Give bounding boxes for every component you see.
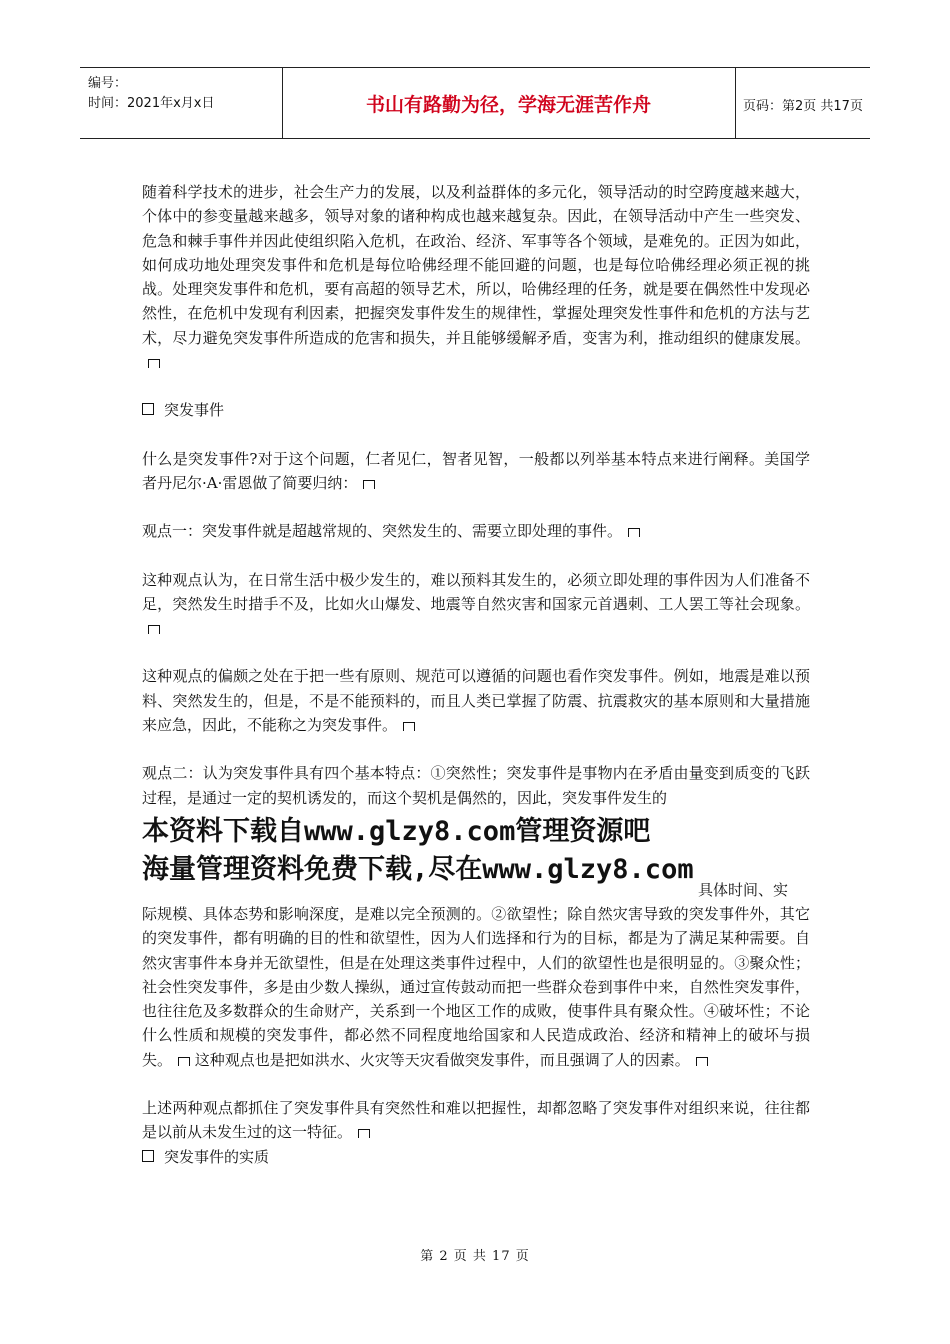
paragraph [142, 664, 810, 737]
paragraph-mark-icon [148, 359, 160, 368]
paragraph [142, 902, 810, 1072]
document-number-label: 编号： [88, 76, 128, 91]
paragraph-text: 随着科学技术的进步，社会生产力的发展，以及利益群体的多元化，领导活动的时空跨度越来越大，个体中的参变量越来越多，领导对象的诸种构成也越来越复杂。因此，在领导活动中产生一些突发、危急和棘手事件并因此使组织陷入危机，在政治、经济、军事等各个领域，是难免的。正因为如此，如何成功地处理突发事件和危机是每位哈佛经理不能回避的问题，也是每位哈佛经理必须正视的挑战。处理突发事件和危机，要有高超的领导艺术，所以，哈佛经理的任务，就是要在偶然性中发现必然性，在危机中发现有利因素，把握突发事件发生的规律性，掌握处理突发性事件和危机的方法与艺术，尽力避免突发事件所造成的危害和损失，并且能够缓解矛盾，变害为利，推动组织的健康发展。 [142, 183, 810, 347]
paragraph-text: 什么是突发事件?对于这个问题，仁者见仁，智者见智，一般都以列举基本特点来进行阐释。美国学者丹尼尔·A·雷恩做了简要归纳： [142, 449, 810, 492]
section-heading [142, 398, 810, 422]
paragraph-mark-icon [148, 625, 160, 634]
paragraph-text: 上述两种观点都抓住了突发事件具有突然性和难以把握性，却都忽略了突发事件对组织来说，往往都是以前从未发生过的这一特征。 [142, 1099, 810, 1142]
paragraph-mark-icon [358, 1129, 370, 1138]
paragraph-text: 这种观点的偏颇之处在于把一些有原则、规范可以遵循的问题也看作突发事件。例如，地震是难以预料、突然发生的，但是，不是不能预料的，而且人类已掌握了防震、抗震救灾的基本原则和大量措施来应急，因此，不能称之为突发事件。 [142, 667, 810, 735]
paragraph [142, 447, 810, 496]
page-footer: 第 2 页 共 17 页 [420, 1249, 530, 1264]
paragraph [142, 761, 810, 810]
paragraph-mark-icon [403, 722, 415, 731]
watermark-line-2: 海量管理资料免费下载,尽在www.glzy8.com [142, 853, 694, 885]
document-date-label: 时间：2021年x月x日 [88, 96, 215, 111]
paragraph-continuation: 具体时间、实 [698, 880, 789, 899]
header-page-cell [735, 68, 870, 138]
header-motto-cell [282, 68, 736, 138]
paragraph-mark-icon [628, 528, 640, 537]
download-watermark [142, 816, 810, 902]
section-heading-text: 突发事件的实质 [164, 1147, 270, 1166]
paragraph [142, 180, 810, 374]
paragraph [142, 568, 810, 641]
section-heading [142, 1145, 810, 1169]
watermark-line-1: 本资料下载自www.glzy8.com管理资源吧 [142, 815, 651, 847]
paragraph-mark-icon [178, 1057, 190, 1066]
checkbox-square-icon [142, 1150, 154, 1162]
page-header [80, 67, 870, 139]
paragraph-mark-icon [363, 480, 375, 489]
paragraph [142, 1096, 810, 1145]
checkbox-square-icon [142, 403, 154, 415]
paragraph-mark-icon [696, 1057, 708, 1066]
paragraph-text: 这种观点认为，在日常生活中极少发生的，难以预料其发生的，必须立即处理的事件因为人们准备不足，突然发生时措手不及，比如火山爆发、地震等自然灾害和国家元首遇刺、工人罢工等社会现象。 [142, 570, 810, 613]
section-heading-text: 突发事件 [164, 401, 225, 420]
paragraph [142, 519, 810, 543]
header-info-cell [80, 68, 283, 138]
paragraph-text: 观点一：突发事件就是超越常规的、突然发生的、需要立即处理的事件。 [142, 522, 623, 541]
paragraph-text: 际规模、具体态势和影响深度，是难以完全预测的。②欲望性；除自然灾害导致的突发事件外，其它的突发事件，都有明确的目的性和欲望性，因为人们选择和行为的目标，都是为了满足某种需要。自然灾害事件本身并无欲望性，但是在处理这类事件过程中，人们的欲望性也是很明显的。③聚众性；社会性突发事件，多是由少数人操纵，通过宣传鼓动而把一些群众卷到事件中来，自然性突发事件，也往往危及多数群众的生命财产，关系到一个地区工作的成败，使事件具有聚众性。④破坏性；不论什么性质和规模的突发事件，都必然不同程度地给国家和人民造成政治、经济和精神上的破坏与损失。 [142, 904, 810, 1069]
paragraph-text: 观点二：认为突发事件具有四个基本特点：①突然性；突发事件是事物内在矛盾由量变到质变的飞跃过程，是通过一定的契机诱发的，而这个契机是偶然的，因此，突发事件发生的 [142, 764, 810, 807]
header-page-number: 页码：第2页 共17页 [743, 99, 863, 114]
paragraph-text: 这种观点也是把如洪水、火灾等天灾看做突发事件，而且强调了人的因素。 [194, 1050, 690, 1069]
header-motto: 书山有路勤为径，学海无涯苦作舟 [365, 94, 651, 116]
document-body [142, 180, 810, 1169]
